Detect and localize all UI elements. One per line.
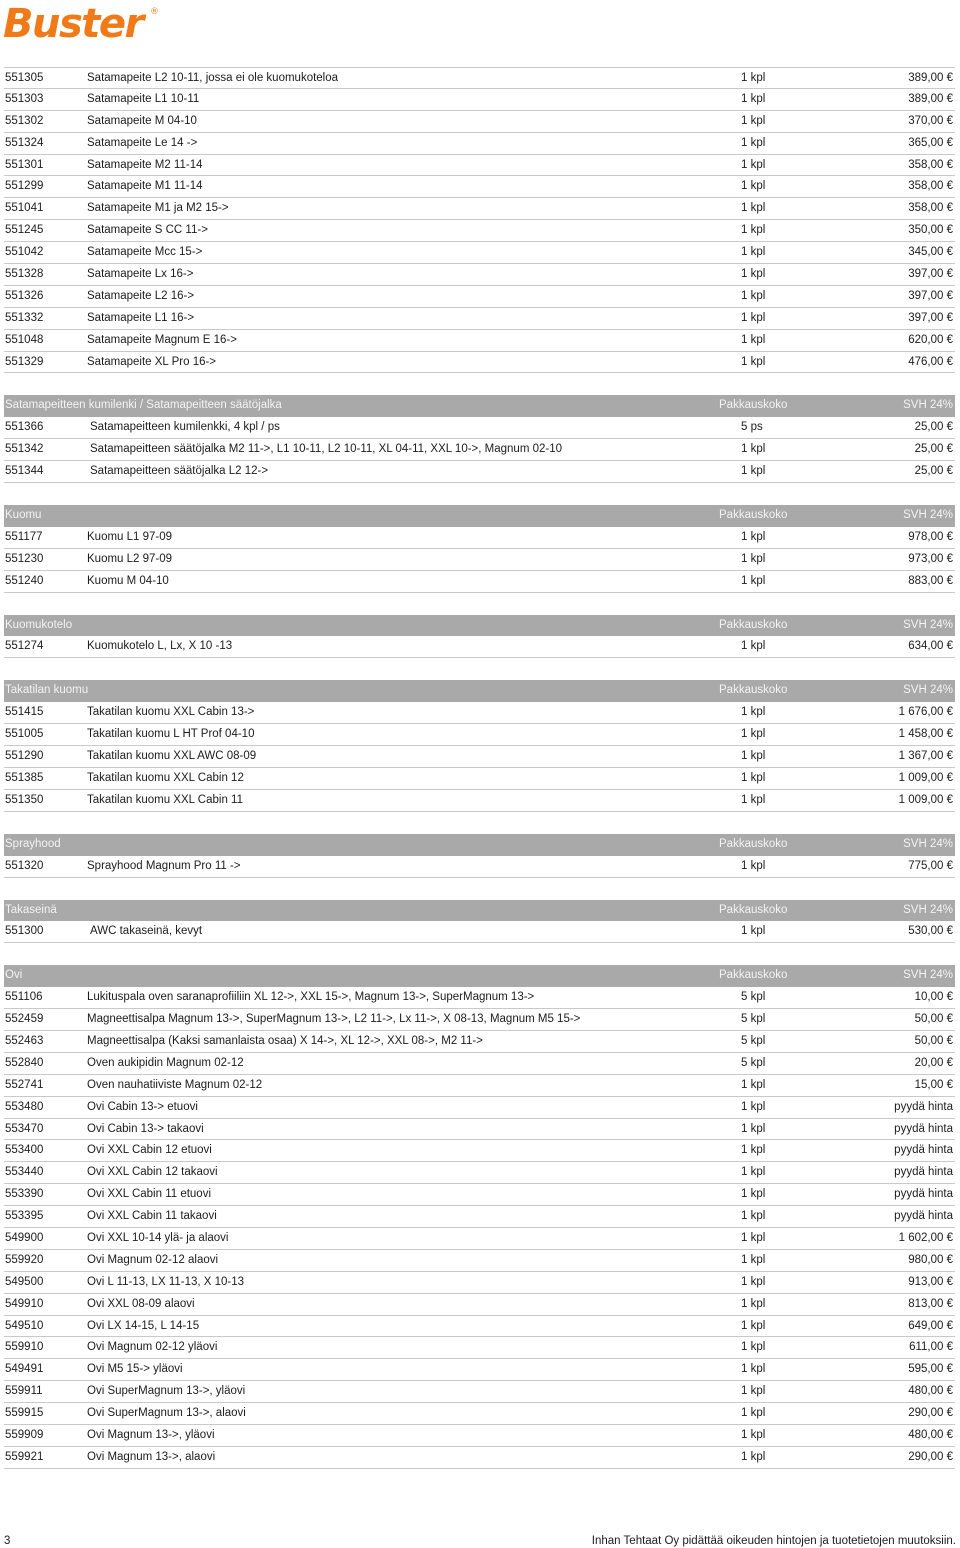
table-row <box>4 1294 955 1316</box>
pack-size: 1 kpl <box>741 1100 766 1113</box>
section-spacer <box>4 658 955 680</box>
product-code: 551301 <box>5 158 44 171</box>
table-row <box>4 1250 955 1272</box>
table-row <box>4 724 955 746</box>
product-code: 559910 <box>5 1341 44 1354</box>
pack-size-header: Pakkauskoko <box>719 618 788 631</box>
price: 813,00 € <box>908 1297 953 1310</box>
section-title: Kuomu <box>5 509 42 522</box>
price: 25,00 € <box>914 443 953 456</box>
price: 1 458,00 € <box>898 728 953 741</box>
product-name: Ovi XXL 08-09 alaovi <box>87 1297 195 1310</box>
product-name: Lukituspala oven saranaprofiiliin XL 12->, XXL 15->, Magnum 13->, SuperMagnum 13-> <box>87 991 535 1004</box>
table-row <box>4 921 955 943</box>
table-row <box>4 1097 955 1119</box>
section-spacer <box>4 878 955 900</box>
table-row <box>4 111 955 133</box>
product-name: Satamapeite L1 10-11 <box>87 92 200 105</box>
product-code: 552741 <box>5 1078 44 1091</box>
product-name: Ovi SuperMagnum 13->, alaovi <box>87 1407 246 1420</box>
price: 649,00 € <box>908 1319 953 1332</box>
pack-size: 1 kpl <box>741 72 766 84</box>
pack-size: 1 kpl <box>741 1210 766 1223</box>
table-row <box>4 67 955 89</box>
pack-size: 1 kpl <box>741 311 766 324</box>
table-row <box>4 527 955 549</box>
pack-size: 1 kpl <box>741 1253 766 1266</box>
pack-size: 1 kpl <box>741 1188 766 1201</box>
product-code: 551366 <box>5 421 44 434</box>
product-code: 553400 <box>5 1144 44 1157</box>
product-name: Satamapeite M1 ja M2 15-> <box>87 202 229 215</box>
product-name: Ovi SuperMagnum 13->, yläovi <box>87 1385 246 1398</box>
product-code: 551245 <box>5 224 44 237</box>
price-list <box>4 67 955 1469</box>
product-code: 549510 <box>5 1319 44 1332</box>
pack-size: 1 kpl <box>741 1385 766 1398</box>
table-row <box>4 1337 955 1359</box>
table-row <box>4 1119 955 1141</box>
price: 397,00 € <box>908 268 953 281</box>
price-header: SVH 24% <box>903 509 953 522</box>
price: 358,00 € <box>908 158 953 171</box>
product-name: Takatilan kuomu XXL AWC 08-09 <box>87 750 257 763</box>
product-code: 551324 <box>5 136 44 149</box>
product-code: 551328 <box>5 268 44 281</box>
product-name: Takatilan kuomu XXL Cabin 13-> <box>87 706 255 719</box>
pack-size: 1 kpl <box>741 706 766 719</box>
price: 980,00 € <box>908 1253 953 1266</box>
price: 10,00 € <box>914 991 953 1004</box>
table-row <box>4 220 955 242</box>
pack-size: 1 kpl <box>741 465 766 478</box>
table-row <box>4 242 955 264</box>
pack-size: 1 kpl <box>741 333 766 346</box>
product-name: Ovi Magnum 02-12 alaovi <box>87 1253 219 1266</box>
price: 358,00 € <box>908 202 953 215</box>
price: 50,00 € <box>914 1034 953 1047</box>
price: pyydä hinta <box>894 1166 953 1179</box>
price: 913,00 € <box>908 1275 953 1288</box>
product-name: Satamapeitteen kumilenkki, 4 kpl / ps <box>90 421 280 434</box>
product-code: 551415 <box>5 706 44 719</box>
pack-size: 1 kpl <box>741 728 766 741</box>
price: 634,00 € <box>908 640 953 653</box>
product-name: Satamapeite L1 16-> <box>87 311 195 324</box>
pack-size: 1 kpl <box>741 793 766 806</box>
pack-size: 1 kpl <box>741 1450 766 1463</box>
product-code: 559909 <box>5 1428 44 1441</box>
pack-size: 1 kpl <box>741 136 766 149</box>
product-name: Satamapeite M 04-10 <box>87 114 197 127</box>
table-row <box>4 155 955 177</box>
pack-size: 1 kpl <box>741 268 766 281</box>
pack-size: 5 kpl <box>741 1056 766 1069</box>
product-code: 551332 <box>5 311 44 324</box>
product-name: Ovi Magnum 13->, yläovi <box>87 1428 215 1441</box>
section-title: Takatilan kuomu <box>5 684 89 697</box>
pack-size-header: Pakkauskoko <box>719 684 788 697</box>
product-name: Oven nauhatiiviste Magnum 02-12 <box>87 1078 263 1091</box>
buster-logo <box>3 1 163 47</box>
table-row <box>4 1228 955 1250</box>
pack-size: 1 kpl <box>741 925 766 938</box>
pack-size: 1 kpl <box>741 355 766 368</box>
product-code: 553390 <box>5 1188 44 1201</box>
product-name: Ovi Magnum 02-12 yläovi <box>87 1341 218 1354</box>
product-code: 552840 <box>5 1056 44 1069</box>
product-name: Satamapeite L2 16-> <box>87 289 195 302</box>
price: pyydä hinta <box>894 1100 953 1113</box>
table-row <box>4 417 955 439</box>
price: pyydä hinta <box>894 1122 953 1135</box>
table-row <box>4 549 955 571</box>
product-name: Ovi XXL 10-14 ylä- ja alaovi <box>87 1231 229 1244</box>
table-row <box>4 1009 955 1031</box>
product-name: Ovi Cabin 13-> takaovi <box>87 1122 204 1135</box>
table-row <box>4 133 955 155</box>
product-name: Takatilan kuomu XXL Cabin 11 <box>87 793 243 806</box>
price-header: SVH 24% <box>903 969 953 982</box>
pack-size: 5 kpl <box>741 991 766 1004</box>
price: 358,00 € <box>908 180 953 193</box>
footer-disclaimer: Inhan Tehtaat Oy pidättää oikeuden hintojen ja tuotetietojen muutoksiin. <box>591 1535 956 1547</box>
product-code: 559920 <box>5 1253 44 1266</box>
pack-size: 1 kpl <box>741 552 766 565</box>
section-spacer <box>4 943 955 965</box>
section-header <box>4 615 955 637</box>
product-code: 551240 <box>5 574 44 587</box>
product-name: Kuomu L1 97-09 <box>87 530 173 543</box>
pack-size: 1 kpl <box>741 1363 766 1376</box>
pack-size: 1 kpl <box>741 289 766 302</box>
section-header <box>4 680 955 702</box>
product-code: 551350 <box>5 793 44 806</box>
product-code: 549910 <box>5 1297 44 1310</box>
table-row <box>4 352 955 374</box>
section-header <box>4 505 955 527</box>
table-row <box>4 1031 955 1053</box>
product-code: 551303 <box>5 92 44 105</box>
price: 389,00 € <box>908 92 953 105</box>
table-row <box>4 790 955 812</box>
section-spacer <box>4 593 955 615</box>
pack-size: 1 kpl <box>741 1144 766 1157</box>
product-name: Oven aukipidin Magnum 02-12 <box>87 1056 244 1069</box>
pack-size: 1 kpl <box>741 640 766 653</box>
product-code: 551326 <box>5 289 44 302</box>
pack-size: 1 kpl <box>741 224 766 237</box>
product-name: Magneettisalpa (Kaksi samanlaista osaa) X 14->, XL 12->, XXL 08->, M2 11-> <box>87 1034 483 1047</box>
price: pyydä hinta <box>894 1188 953 1201</box>
table-row <box>4 198 955 220</box>
pack-size: 1 kpl <box>741 771 766 784</box>
pack-size: 5 kpl <box>741 1013 766 1026</box>
pack-size: 1 kpl <box>741 1078 766 1091</box>
section-header <box>4 900 955 922</box>
product-code: 551385 <box>5 771 44 784</box>
pack-size-header: Pakkauskoko <box>719 509 788 522</box>
table-row <box>4 987 955 1009</box>
table-row <box>4 308 955 330</box>
price: 290,00 € <box>908 1450 953 1463</box>
pack-size-header: Pakkauskoko <box>719 903 788 916</box>
product-code: 549491 <box>5 1363 44 1376</box>
pack-size: 1 kpl <box>741 158 766 171</box>
product-code: 551106 <box>5 991 43 1004</box>
price: 973,00 € <box>908 552 953 565</box>
logo-wordmark: Buster <box>3 1 143 47</box>
product-code: 551042 <box>5 246 44 259</box>
table-row <box>4 1359 955 1381</box>
product-code: 551177 <box>5 530 43 543</box>
pack-size: 1 kpl <box>741 202 766 215</box>
product-code: 551299 <box>5 180 44 193</box>
pack-size: 1 kpl <box>741 530 766 543</box>
table-row <box>4 768 955 790</box>
section-title: Satamapeitteen kumilenki / Satamapeitteen säätöjalka <box>5 399 282 412</box>
price: 1 676,00 € <box>898 706 953 719</box>
product-name: Magneettisalpa Magnum 13->, SuperMagnum 13->, L2 11->, Lx 11->, X 08-13, Magnum M5 15-> <box>87 1013 581 1026</box>
product-code: 551005 <box>5 728 44 741</box>
product-name: Kuomu M 04-10 <box>87 574 169 587</box>
price: 345,00 € <box>908 246 953 259</box>
product-code: 553480 <box>5 1100 44 1113</box>
pack-size: 1 kpl <box>741 1297 766 1310</box>
pack-size: 1 kpl <box>741 180 766 193</box>
table-row <box>4 1053 955 1075</box>
price: 15,00 € <box>914 1078 953 1091</box>
table-row <box>4 89 955 111</box>
product-code: 551320 <box>5 859 44 872</box>
price: 1 009,00 € <box>898 793 953 806</box>
pack-size: 1 kpl <box>741 114 766 127</box>
pack-size-header: Pakkauskoko <box>719 837 788 850</box>
pack-size: 5 ps <box>741 421 763 434</box>
product-name: Takatilan kuomu XXL Cabin 12 <box>87 771 244 784</box>
price: 620,00 € <box>908 333 953 346</box>
product-name: Ovi XXL Cabin 11 takaovi <box>87 1210 217 1223</box>
price-header: SVH 24% <box>903 903 953 916</box>
table-row <box>4 1184 955 1206</box>
product-name: Satamapeite XL Pro 16-> <box>87 355 217 368</box>
product-name: Kuomukotelo L, Lx, X 10 -13 <box>87 640 233 653</box>
product-name: Ovi Cabin 13-> etuovi <box>87 1100 198 1113</box>
table-row <box>4 571 955 593</box>
price: 978,00 € <box>908 530 953 543</box>
product-name: Satamapeite Lx 16-> <box>87 268 194 281</box>
section-title: Kuomukotelo <box>5 618 73 631</box>
price: 883,00 € <box>908 574 953 587</box>
pack-size-header: Pakkauskoko <box>719 399 788 412</box>
table-row <box>4 1447 955 1469</box>
price: 775,00 € <box>908 859 953 872</box>
table-row <box>4 330 955 352</box>
section-spacer <box>4 483 955 505</box>
table-row <box>4 1425 955 1447</box>
product-name: AWC takaseinä, kevyt <box>90 925 203 938</box>
price: pyydä hinta <box>894 1144 953 1157</box>
product-code: 553395 <box>5 1210 44 1223</box>
pack-size: 1 kpl <box>741 92 766 105</box>
section-header <box>4 965 955 987</box>
product-code: 551329 <box>5 355 44 368</box>
table-row <box>4 176 955 198</box>
product-code: 559921 <box>5 1450 44 1463</box>
pack-size: 1 kpl <box>741 1275 766 1288</box>
product-name: Takatilan kuomu L HT Prof 04-10 <box>87 728 255 741</box>
table-row <box>4 746 955 768</box>
product-code: 553440 <box>5 1166 44 1179</box>
product-name: Kuomu L2 97-09 <box>87 552 173 565</box>
pack-size: 1 kpl <box>741 859 766 872</box>
registered-mark: ® <box>150 7 159 17</box>
table-row <box>4 856 955 878</box>
product-name: Ovi LX 14-15, L 14-15 <box>87 1319 200 1332</box>
price: 480,00 € <box>908 1428 953 1441</box>
table-row <box>4 1381 955 1403</box>
product-name: Satamapeite M1 11-14 <box>87 180 203 193</box>
product-name: Ovi XXL Cabin 12 etuovi <box>87 1144 212 1157</box>
price-header: SVH 24% <box>903 837 953 850</box>
pack-size: 1 kpl <box>741 1231 766 1244</box>
price-header: SVH 24% <box>903 618 953 631</box>
pack-size: 1 kpl <box>741 1122 766 1135</box>
pack-size-header: Pakkauskoko <box>719 969 788 982</box>
product-code: 551041 <box>5 202 44 215</box>
product-code: 559911 <box>5 1385 43 1398</box>
table-row <box>4 1272 955 1294</box>
product-name: Satamapeite S CC 11-> <box>87 224 208 237</box>
section-header <box>4 834 955 856</box>
table-row <box>4 264 955 286</box>
pack-size: 1 kpl <box>741 1341 766 1354</box>
section-title: Sprayhood <box>5 837 61 850</box>
section-title: Ovi <box>5 969 23 982</box>
section-spacer <box>4 373 955 395</box>
price: 530,00 € <box>908 925 953 938</box>
product-name: Satamapeitteen säätöjalka M2 11->, L1 10-11, L2 10-11, XL 04-11, XXL 10->, Magnum 02-10 <box>90 443 563 456</box>
product-name: Ovi L 11-13, LX 11-13, X 10-13 <box>87 1275 245 1288</box>
price: 389,00 € <box>908 72 953 84</box>
pack-size: 5 kpl <box>741 1034 766 1047</box>
page-number: 3 <box>4 1535 11 1547</box>
product-name: Satamapeite M2 11-14 <box>87 158 203 171</box>
section-header <box>4 395 955 417</box>
product-name: Ovi M5 15-> yläovi <box>87 1363 183 1376</box>
price: 20,00 € <box>914 1056 953 1069</box>
table-row <box>4 1316 955 1338</box>
table-row <box>4 461 955 483</box>
product-code: 551274 <box>5 640 44 653</box>
product-name: Satamapeite L2 10-11, jossa ei ole kuomukoteloa <box>87 72 339 84</box>
product-code: 552459 <box>5 1013 44 1026</box>
product-name: Satamapeite Le 14 -> <box>87 136 198 149</box>
product-code: 559915 <box>5 1407 44 1420</box>
product-name: Satamapeite Magnum E 16-> <box>87 333 237 346</box>
product-code: 551300 <box>5 925 44 938</box>
price: 397,00 € <box>908 311 953 324</box>
product-code: 552463 <box>5 1034 44 1047</box>
pack-size: 1 kpl <box>741 750 766 763</box>
product-name: Ovi XXL Cabin 11 etuovi <box>87 1188 212 1201</box>
price: 1 602,00 € <box>898 1231 953 1244</box>
product-name: Ovi XXL Cabin 12 takaovi <box>87 1166 218 1179</box>
price: pyydä hinta <box>894 1210 953 1223</box>
product-name: Ovi Magnum 13->, alaovi <box>87 1450 216 1463</box>
table-row <box>4 439 955 461</box>
price-header: SVH 24% <box>903 399 953 412</box>
price: 480,00 € <box>908 1385 953 1398</box>
product-code: 551290 <box>5 750 44 763</box>
pack-size: 1 kpl <box>741 1166 766 1179</box>
price: 25,00 € <box>914 465 953 478</box>
price: 350,00 € <box>908 224 953 237</box>
table-row <box>4 1206 955 1228</box>
product-code: 551048 <box>5 333 44 346</box>
price: 611,00 € <box>909 1341 953 1354</box>
product-code: 549500 <box>5 1275 44 1288</box>
table-row <box>4 1162 955 1184</box>
price: 595,00 € <box>908 1363 953 1376</box>
price: 1 367,00 € <box>898 750 953 763</box>
product-code: 551342 <box>5 443 44 456</box>
product-code: 551302 <box>5 114 44 127</box>
pack-size: 1 kpl <box>741 443 766 456</box>
price: 1 009,00 € <box>898 771 953 784</box>
table-row <box>4 1075 955 1097</box>
price: 25,00 € <box>914 421 953 434</box>
product-code: 553470 <box>5 1122 44 1135</box>
pack-size: 1 kpl <box>741 1319 766 1332</box>
table-row <box>4 702 955 724</box>
price: 50,00 € <box>914 1013 953 1026</box>
pack-size: 1 kpl <box>741 574 766 587</box>
table-row <box>4 1403 955 1425</box>
product-code: 551230 <box>5 552 44 565</box>
product-code: 549900 <box>5 1231 44 1244</box>
price: 397,00 € <box>908 289 953 302</box>
table-row <box>4 1140 955 1162</box>
section-title: Takaseinä <box>5 903 57 916</box>
product-name: Satamapeite Mcc 15-> <box>87 246 203 259</box>
pack-size: 1 kpl <box>741 246 766 259</box>
price: 370,00 € <box>908 114 953 127</box>
product-name: Satamapeitteen säätöjalka L2 12-> <box>90 465 269 478</box>
product-code: 551344 <box>5 465 44 478</box>
price: 476,00 € <box>908 355 953 368</box>
pack-size: 1 kpl <box>741 1428 766 1441</box>
pack-size: 1 kpl <box>741 1407 766 1420</box>
table-row <box>4 286 955 308</box>
section-spacer <box>4 812 955 834</box>
product-code: 551305 <box>5 72 44 84</box>
price-header: SVH 24% <box>903 684 953 697</box>
price: 365,00 € <box>908 136 953 149</box>
price: 290,00 € <box>908 1407 953 1420</box>
table-row <box>4 636 955 658</box>
product-name: Sprayhood Magnum Pro 11 -> <box>87 859 241 872</box>
